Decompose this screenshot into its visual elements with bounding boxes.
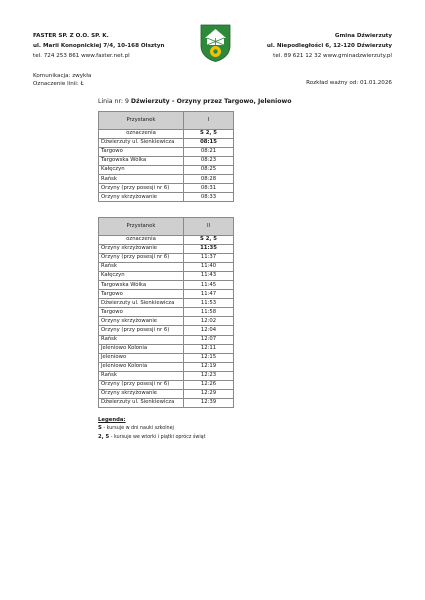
gmina-contact: tel. 89 621 12 32 www.gminadzwierzuty.pl [273,53,392,60]
route-meta [33,72,91,88]
stop-column-header: Przystanek [99,112,184,130]
legend [98,416,205,443]
designations-value: S 2, 5 [184,130,234,139]
stop-name: Targowo [99,290,184,299]
departure-time: 11:58 [184,308,234,317]
table-row [99,380,234,389]
course-column-header: II [184,218,234,236]
stop-name: Targowska Wólka [99,157,184,166]
designations-label: oznaczenia [99,130,184,139]
departure-time: 08:15 [184,139,234,148]
legend-key: 2, 5 [98,434,110,441]
company-address: ul. Marii Konopnickiej 7/4, 10-168 Olsztyn [33,43,165,50]
stop-name: Orzyny (przy posesji nr 6) [99,380,184,389]
stop-name: Targowska Wólka [99,281,184,290]
designations-value: S 2, 5 [184,236,234,245]
table-row [99,254,234,263]
departure-time: 12:29 [184,389,234,398]
stop-name: Targowo [99,308,184,317]
departure-time: 08:28 [184,175,234,184]
line-number: Linia nr: 9 [98,98,129,105]
stop-name: Dźwierzuty ul. Sienkiewicza [99,299,184,308]
gmina-address: ul. Niepodległości 6, 12-120 Dźwierzuty [266,43,392,50]
table-row [99,326,234,335]
stop-name: Rańsk [99,335,184,344]
stop-name: Orzyny (przy posesji nr 6) [99,254,184,263]
gmina-header [267,31,392,62]
table-row [99,389,234,398]
timetable-course-2 [98,217,234,408]
departure-time: 08:21 [184,148,234,157]
departure-time: 11:35 [184,245,234,254]
stop-name: Rańsk [99,263,184,272]
stop-column-header: Przystanek [99,218,184,236]
legend-item [98,433,205,442]
legend-item [98,424,205,433]
company-contact: tel. 724 253 861 www.faster.net.pl [33,53,130,60]
komunikacja-type: Komunikacja: zwykła [33,73,92,79]
legend-title: Legenda: [98,417,126,423]
table-row [99,362,234,371]
stop-name: Kałęczyn [99,272,184,281]
stop-name: Dźwierzuty ul. Sienkiewicza [99,398,184,407]
departure-time: 08:31 [184,184,234,193]
table-row [99,184,234,193]
stop-name: Orzyny (przy posesji nr 6) [99,326,184,335]
table-row [99,148,234,157]
table-row [99,263,234,272]
table-header-row [99,218,234,236]
departure-time: 12:02 [184,317,234,326]
stop-name: Rańsk [99,175,184,184]
line-designation: Oznaczenie linii: Ł [33,81,84,87]
departure-time: 12:11 [184,344,234,353]
table-row [99,335,234,344]
designations-label: oznaczenia [99,236,184,245]
departure-time: 12:23 [184,371,234,380]
departure-time: 08:33 [184,193,234,202]
company-name: FASTER SP. Z O.O. SP. K. [33,33,109,39]
departure-time: 12:07 [184,335,234,344]
legend-key: S [98,425,102,432]
departure-time: 11:47 [184,290,234,299]
stop-name: Orzyny skrzyżowanie [99,389,184,398]
stop-name: Dźwierzuty ul. Sienkiewicza [99,139,184,148]
timetable-course-1 [98,111,234,202]
table-header-row [99,112,234,130]
table-row [99,344,234,353]
table-row [99,281,234,290]
stop-name: Orzyny skrzyżowanie [99,245,184,254]
departure-time: 12:15 [184,353,234,362]
table-row [99,193,234,202]
table-row [99,371,234,380]
table-row [99,308,234,317]
table-row [99,398,234,407]
departure-time: 08:25 [184,166,234,175]
departure-time: 12:19 [184,362,234,371]
line-title [98,98,292,105]
legend-text: - kursuje w dni nauki szkolnej [101,426,174,432]
table-row [99,175,234,184]
valid-from: Rozkład ważny od: 01.01.2026 [306,80,392,86]
departure-time: 08:23 [184,157,234,166]
table-row [99,166,234,175]
departure-time: 11:45 [184,281,234,290]
departure-time: 12:04 [184,326,234,335]
stop-name: Orzyny skrzyżowanie [99,317,184,326]
table-row [99,245,234,254]
stop-name: Jeleniowo Kolonia [99,344,184,353]
gmina-name: Gmina Dźwierzuty [334,33,392,39]
departure-time: 12:39 [184,398,234,407]
departure-time: 11:53 [184,299,234,308]
course-column-header: I [184,112,234,130]
table-row [99,299,234,308]
designations-row [99,236,234,245]
stop-name: Kałęczyn [99,166,184,175]
table-row [99,290,234,299]
gmina-coat-of-arms-icon [200,24,231,62]
table-row [99,353,234,362]
stop-name: Jeleniowo [99,353,184,362]
departure-time: 11:37 [184,254,234,263]
departure-time: 11:40 [184,263,234,272]
stop-name: Rańsk [99,371,184,380]
designations-row [99,130,234,139]
table-row [99,272,234,281]
table-row [99,317,234,326]
stop-name: Orzyny skrzyżowanie [99,193,184,202]
stop-name: Orzyny (przy posesji nr 6) [99,184,184,193]
stop-name: Jeleniowo Kolonia [99,362,184,371]
line-name: Dźwierzuty - Orzyny przez Targowo, Jeleniowo [130,98,292,105]
departure-time: 11:43 [184,272,234,281]
stop-name: Targowo [99,148,184,157]
table-row [99,157,234,166]
table-row [99,139,234,148]
company-header [33,31,164,62]
departure-time: 12:26 [184,380,234,389]
legend-text: - kursuje we wtorki i piątki oprócz świąt [109,435,206,441]
